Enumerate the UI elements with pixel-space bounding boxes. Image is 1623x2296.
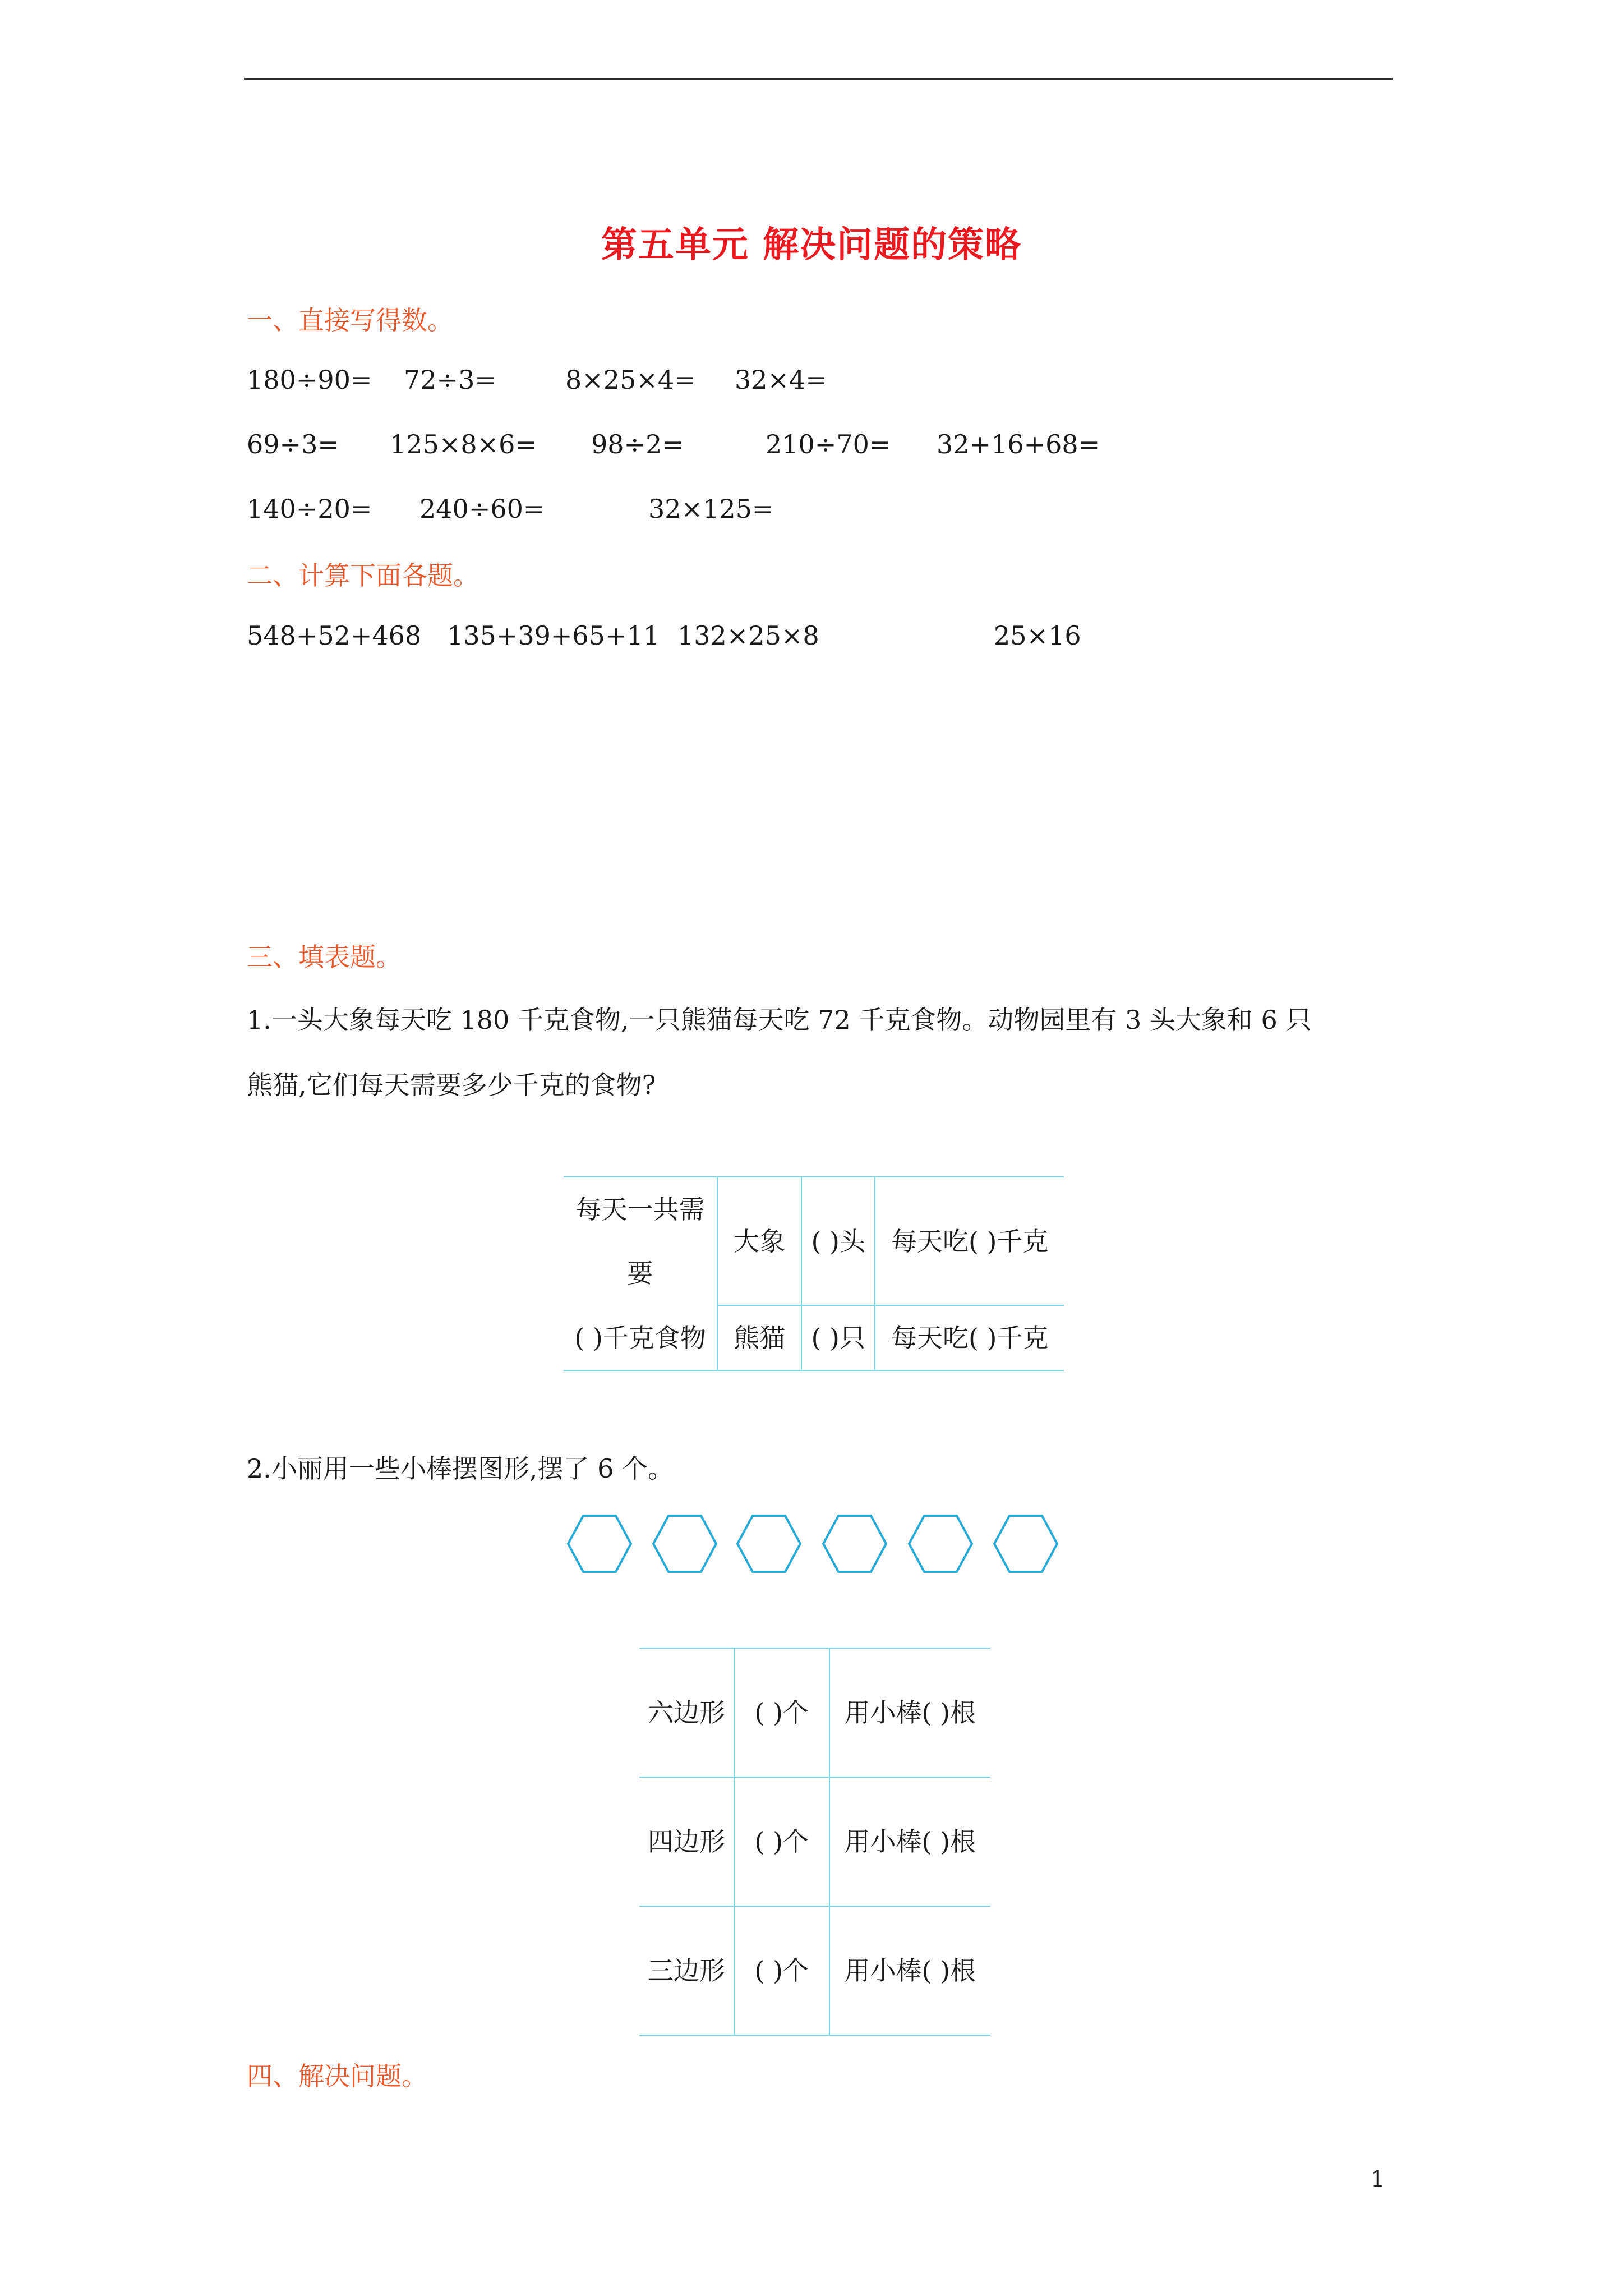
food-table	[564, 1176, 1064, 1371]
oral-calc-item: 8×25×4=	[565, 365, 696, 395]
shape-count-cell: ( )个	[734, 1906, 829, 2035]
page-number: 1	[1371, 2166, 1385, 2192]
section-heading-1: 一、直接写得数。	[247, 305, 453, 335]
hexagon-icon	[907, 1513, 974, 1574]
oral-calc-item: 32×125=	[648, 494, 774, 524]
calc-item: 548+52+468	[247, 620, 422, 651]
animal-cell: 熊猫	[717, 1305, 801, 1370]
calc-item: 25×16	[994, 620, 1081, 651]
question-1-text: 1.一头大象每天吃 180 千克食物,一只熊猫每天吃 72 千克食物。动物园里有 3 头大象和 6 只	[247, 1005, 1312, 1035]
animal-cell: 大象	[717, 1177, 801, 1305]
count-cell: ( )只	[801, 1305, 875, 1370]
oral-calc-item: 32×4=	[735, 365, 827, 395]
oral-calc-item: 180÷90=	[247, 365, 372, 395]
hexagon-icon	[822, 1513, 888, 1574]
section-heading-2: 二、计算下面各题。	[247, 560, 479, 591]
hexagon-icon	[566, 1513, 633, 1574]
header-rule	[244, 78, 1393, 80]
rate-cell: 每天吃( )千克	[875, 1177, 1064, 1305]
oral-calc-item: 72÷3=	[404, 365, 496, 395]
question-2-text: 2.小丽用一些小棒摆图形,摆了 6 个。	[247, 1453, 674, 1484]
shape-cell: 六边形	[639, 1648, 734, 1777]
oral-calc-item: 210÷70=	[766, 429, 891, 459]
sticks-cell: 用小棒( )根	[829, 1906, 990, 2035]
calc-item: 132×25×8	[677, 620, 819, 651]
sticks-cell: 用小棒( )根	[829, 1777, 990, 1906]
hexagon-icon	[736, 1513, 802, 1574]
total-cell-bottom: ( )千克食物	[564, 1305, 717, 1370]
rate-cell: 每天吃( )千克	[875, 1305, 1064, 1370]
hexagon-icon	[993, 1513, 1059, 1574]
oral-calc-item: 125×8×6=	[390, 429, 537, 459]
count-cell: ( )头	[801, 1177, 875, 1305]
shape-count-cell: ( )个	[734, 1648, 829, 1777]
question-1-text-cont: 熊猫,它们每天需要多少千克的食物?	[247, 1070, 656, 1100]
page-title: 第五单元 解决问题的策略	[601, 224, 1022, 266]
oral-calc-item: 140÷20=	[247, 494, 372, 524]
oral-calc-item: 32+16+68=	[937, 429, 1100, 459]
shape-count-cell: ( )个	[734, 1777, 829, 1906]
section-heading-3: 三、填表题。	[247, 942, 402, 972]
section-heading-4: 四、解决问题。	[247, 2061, 427, 2091]
oral-calc-item: 240÷60=	[419, 494, 545, 524]
hexagon-icon	[652, 1513, 718, 1574]
oral-calc-item: 69÷3=	[247, 429, 339, 459]
sticks-cell: 用小棒( )根	[829, 1648, 990, 1777]
shape-cell: 三边形	[639, 1906, 734, 2035]
sticks-table	[639, 1648, 990, 2036]
calc-item: 135+39+65+11	[447, 620, 660, 651]
total-cell-top: 每天一共需要	[564, 1177, 717, 1305]
shape-cell: 四边形	[639, 1777, 734, 1906]
oral-calc-item: 98÷2=	[591, 429, 684, 459]
